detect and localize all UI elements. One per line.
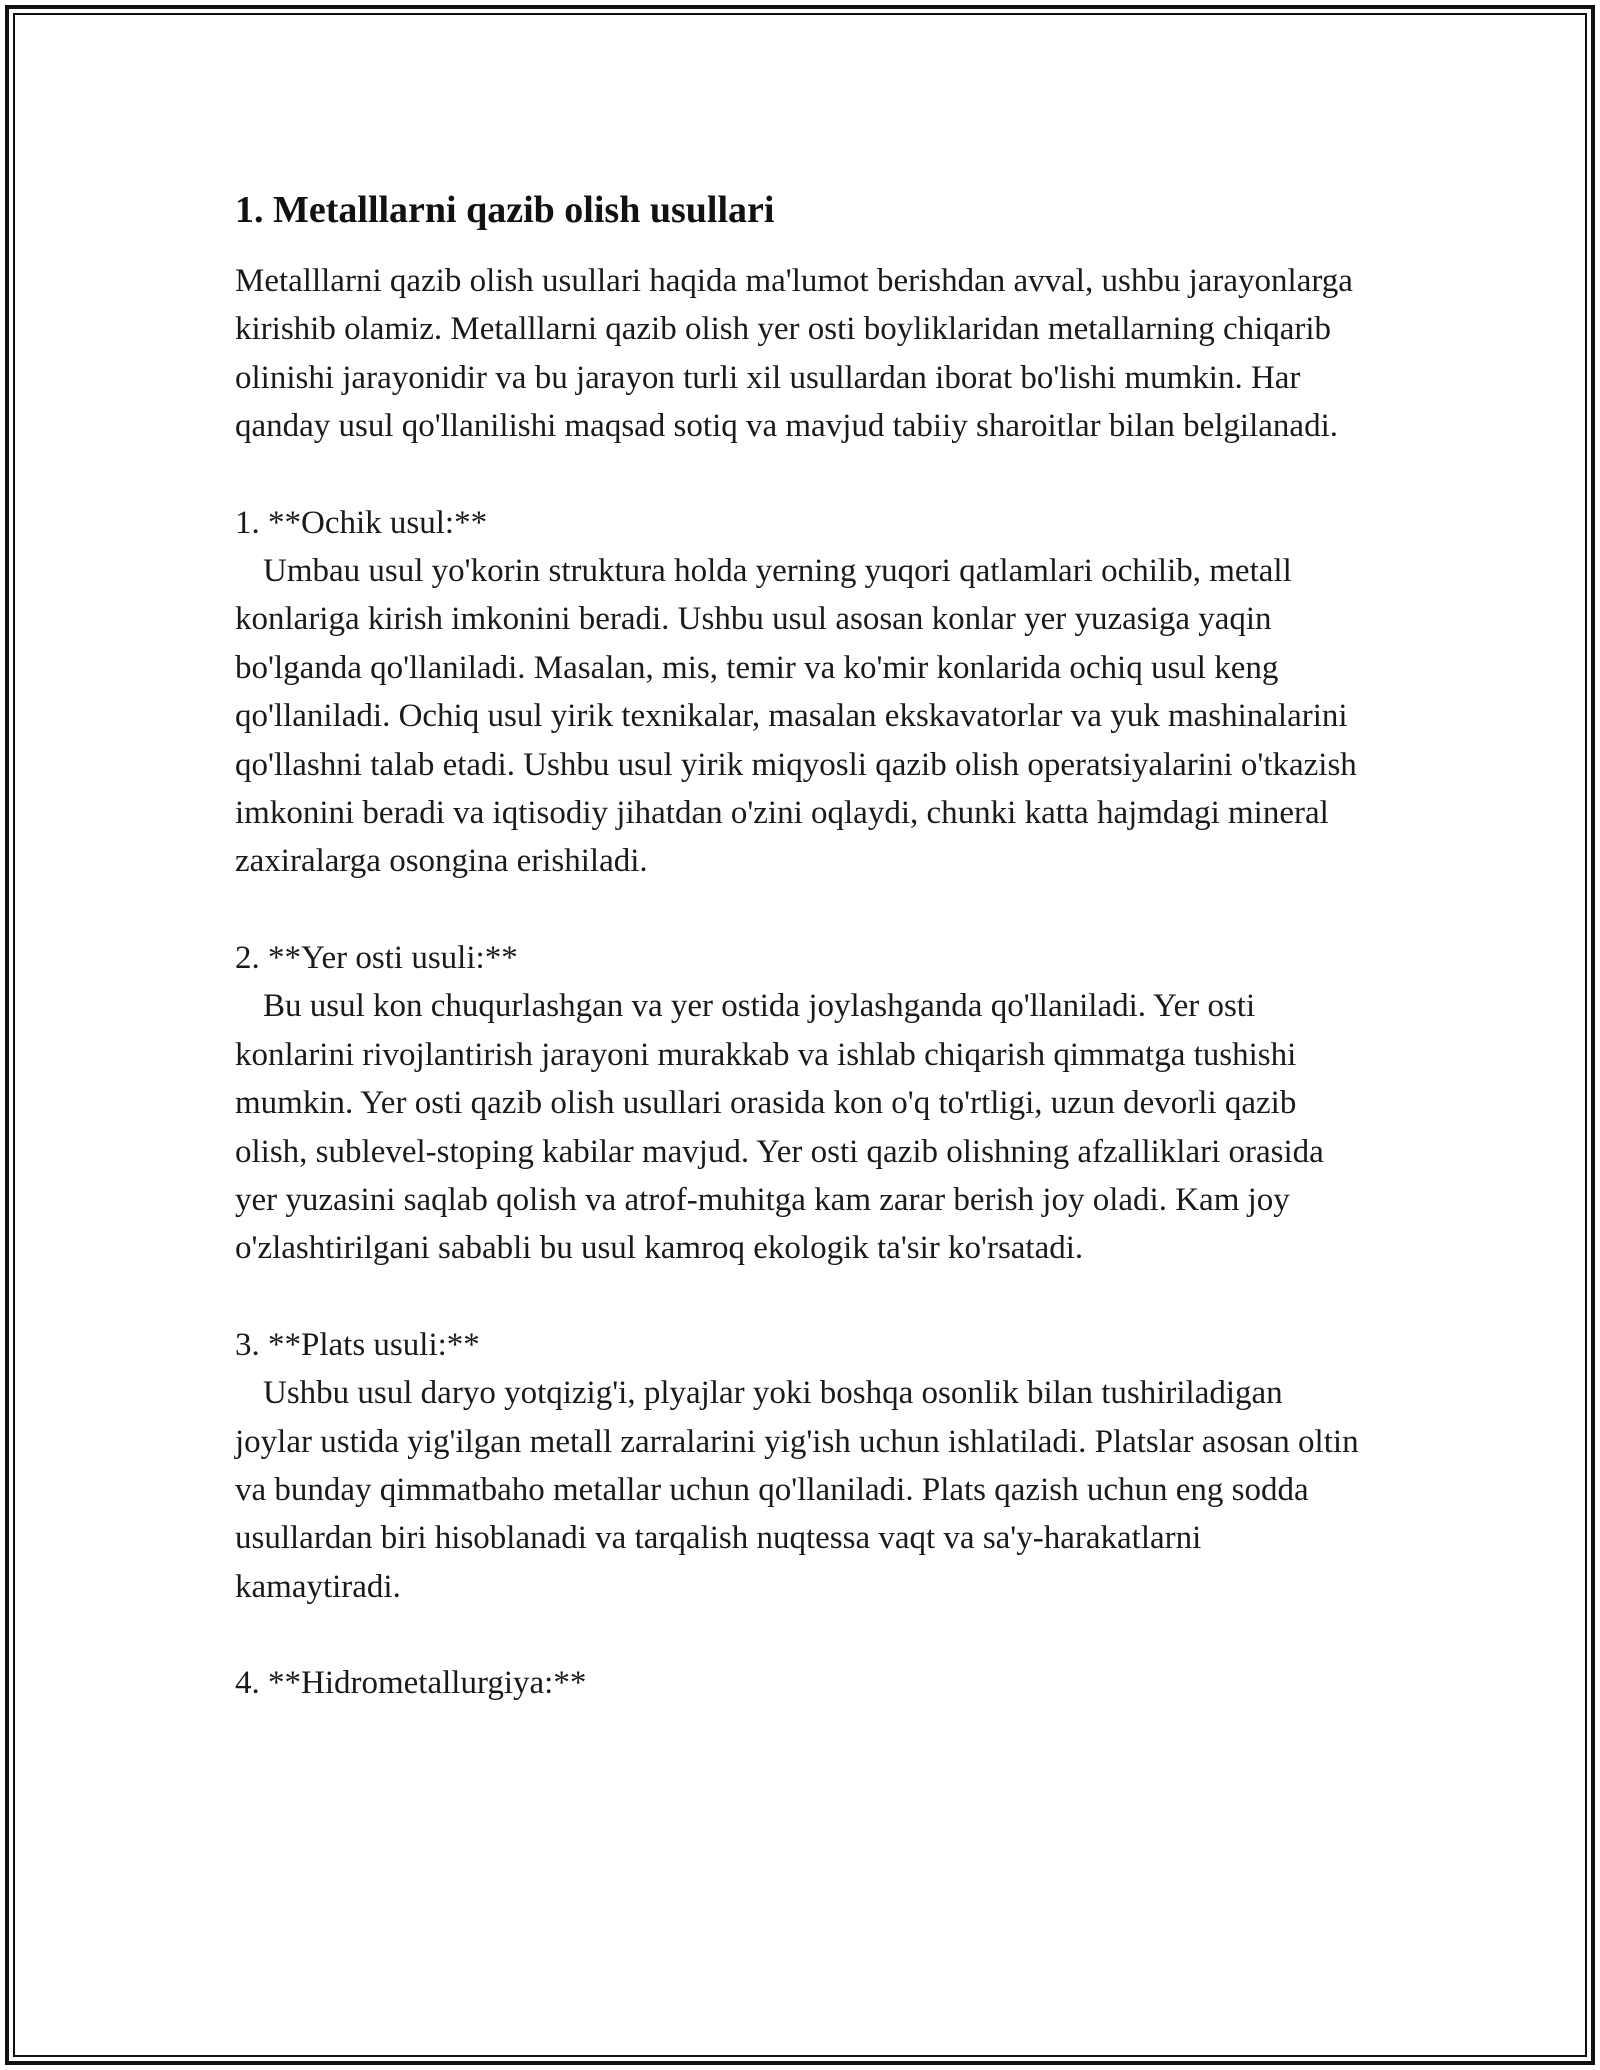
section-title: 1. **Ochik usul:** — [235, 504, 488, 541]
section-yer-osti-usuli — [235, 934, 1365, 1273]
section-body: Ushbu usul daryo yotqizig'i, plyajlar yoki boshqa osonlik bilan tushiriladigan joylar ustida yig'ilgan metall zarralarini yig'ish uchun ishlatiladi. Platslar asosan oltin va bunday qimmatbaho metallar uchun qo'llaniladi. Plats qazish uchun eng sodda usullardan biri hisoblanadi va tarqalish nuqtessa vaqt va sa'y-harakatlarni kamaytiradi. — [235, 1375, 1359, 1605]
document-page — [235, 186, 1365, 1708]
section-body: Bu usul kon chuqurlashgan va yer ostida joylashganda qo'llaniladi. Yer osti konlarini rivojlantirish jarayoni murakkab va ishlab chiqarish qimmatga tushishi mumkin. Yer osti qazib olish usullari orasida kon o'q to'rtligi, uzun devorli qazib olish, sublevel-stoping kabilar mavjud. Yer osti qazib olishning afzalliklari orasida yer yuzasini saqlab qolish va atrof-muhitga kam zarar berish joy oladi. Kam joy o'zlashtirilgani sababli bu usul kamroq ekologik ta'sir ko'rsatadi. — [235, 988, 1324, 1267]
intro-paragraph: Metalllarni qazib olish usullari haqida ma'lumot berishdan avval, ushbu jarayonlarga kirishib olamiz. Metalllarni qazib olish yer osti boyliklaridan metallarning chiqarib olinishi jarayonidir va bu jarayon turli xil usullardan iborat bo'lishi mumkin. Har qanday usul qo'llanilishi maqsad sotiq va mavjud tabiiy sharoitlar bilan belgilanadi. — [235, 263, 1353, 445]
section-plats-usuli — [235, 1321, 1365, 1611]
section-title: 4. **Hidrometallurgiya:** — [235, 1665, 587, 1702]
section-title: 3. **Plats usuli:** — [235, 1326, 480, 1363]
section-body: Umbau usul yo'korin struktura holda yerning yuqori qatlamlari ochilib, metall konlariga kirish imkonini beradi. Ushbu usul asosan konlar yer yuzasiga yaqin bo'lganda qo'llaniladi. Masalan, mis, temir va ko'mir konlarida ochiq usul keng qo'llaniladi. Ochiq usul yirik texnikalar, masalan ekskavatorlar va yuk mashinalarini qo'llashni talab etadi. Ushbu usul yirik miqyosli qazib olish operatsiyalarini o'tkazish imkonini beradi va iqtisodiy jihatdan o'zini oqlaydi, chunki katta hajmdagi mineral zaxiralarga osongina erishiladi. — [235, 553, 1357, 880]
section-hidrometallurgiya — [235, 1659, 1365, 1707]
section-title: 2. **Yer osti usuli:** — [235, 939, 518, 976]
section-ochik-usul — [235, 499, 1365, 886]
page-title: 1. Metalllarni qazib olish usullari — [235, 189, 775, 231]
